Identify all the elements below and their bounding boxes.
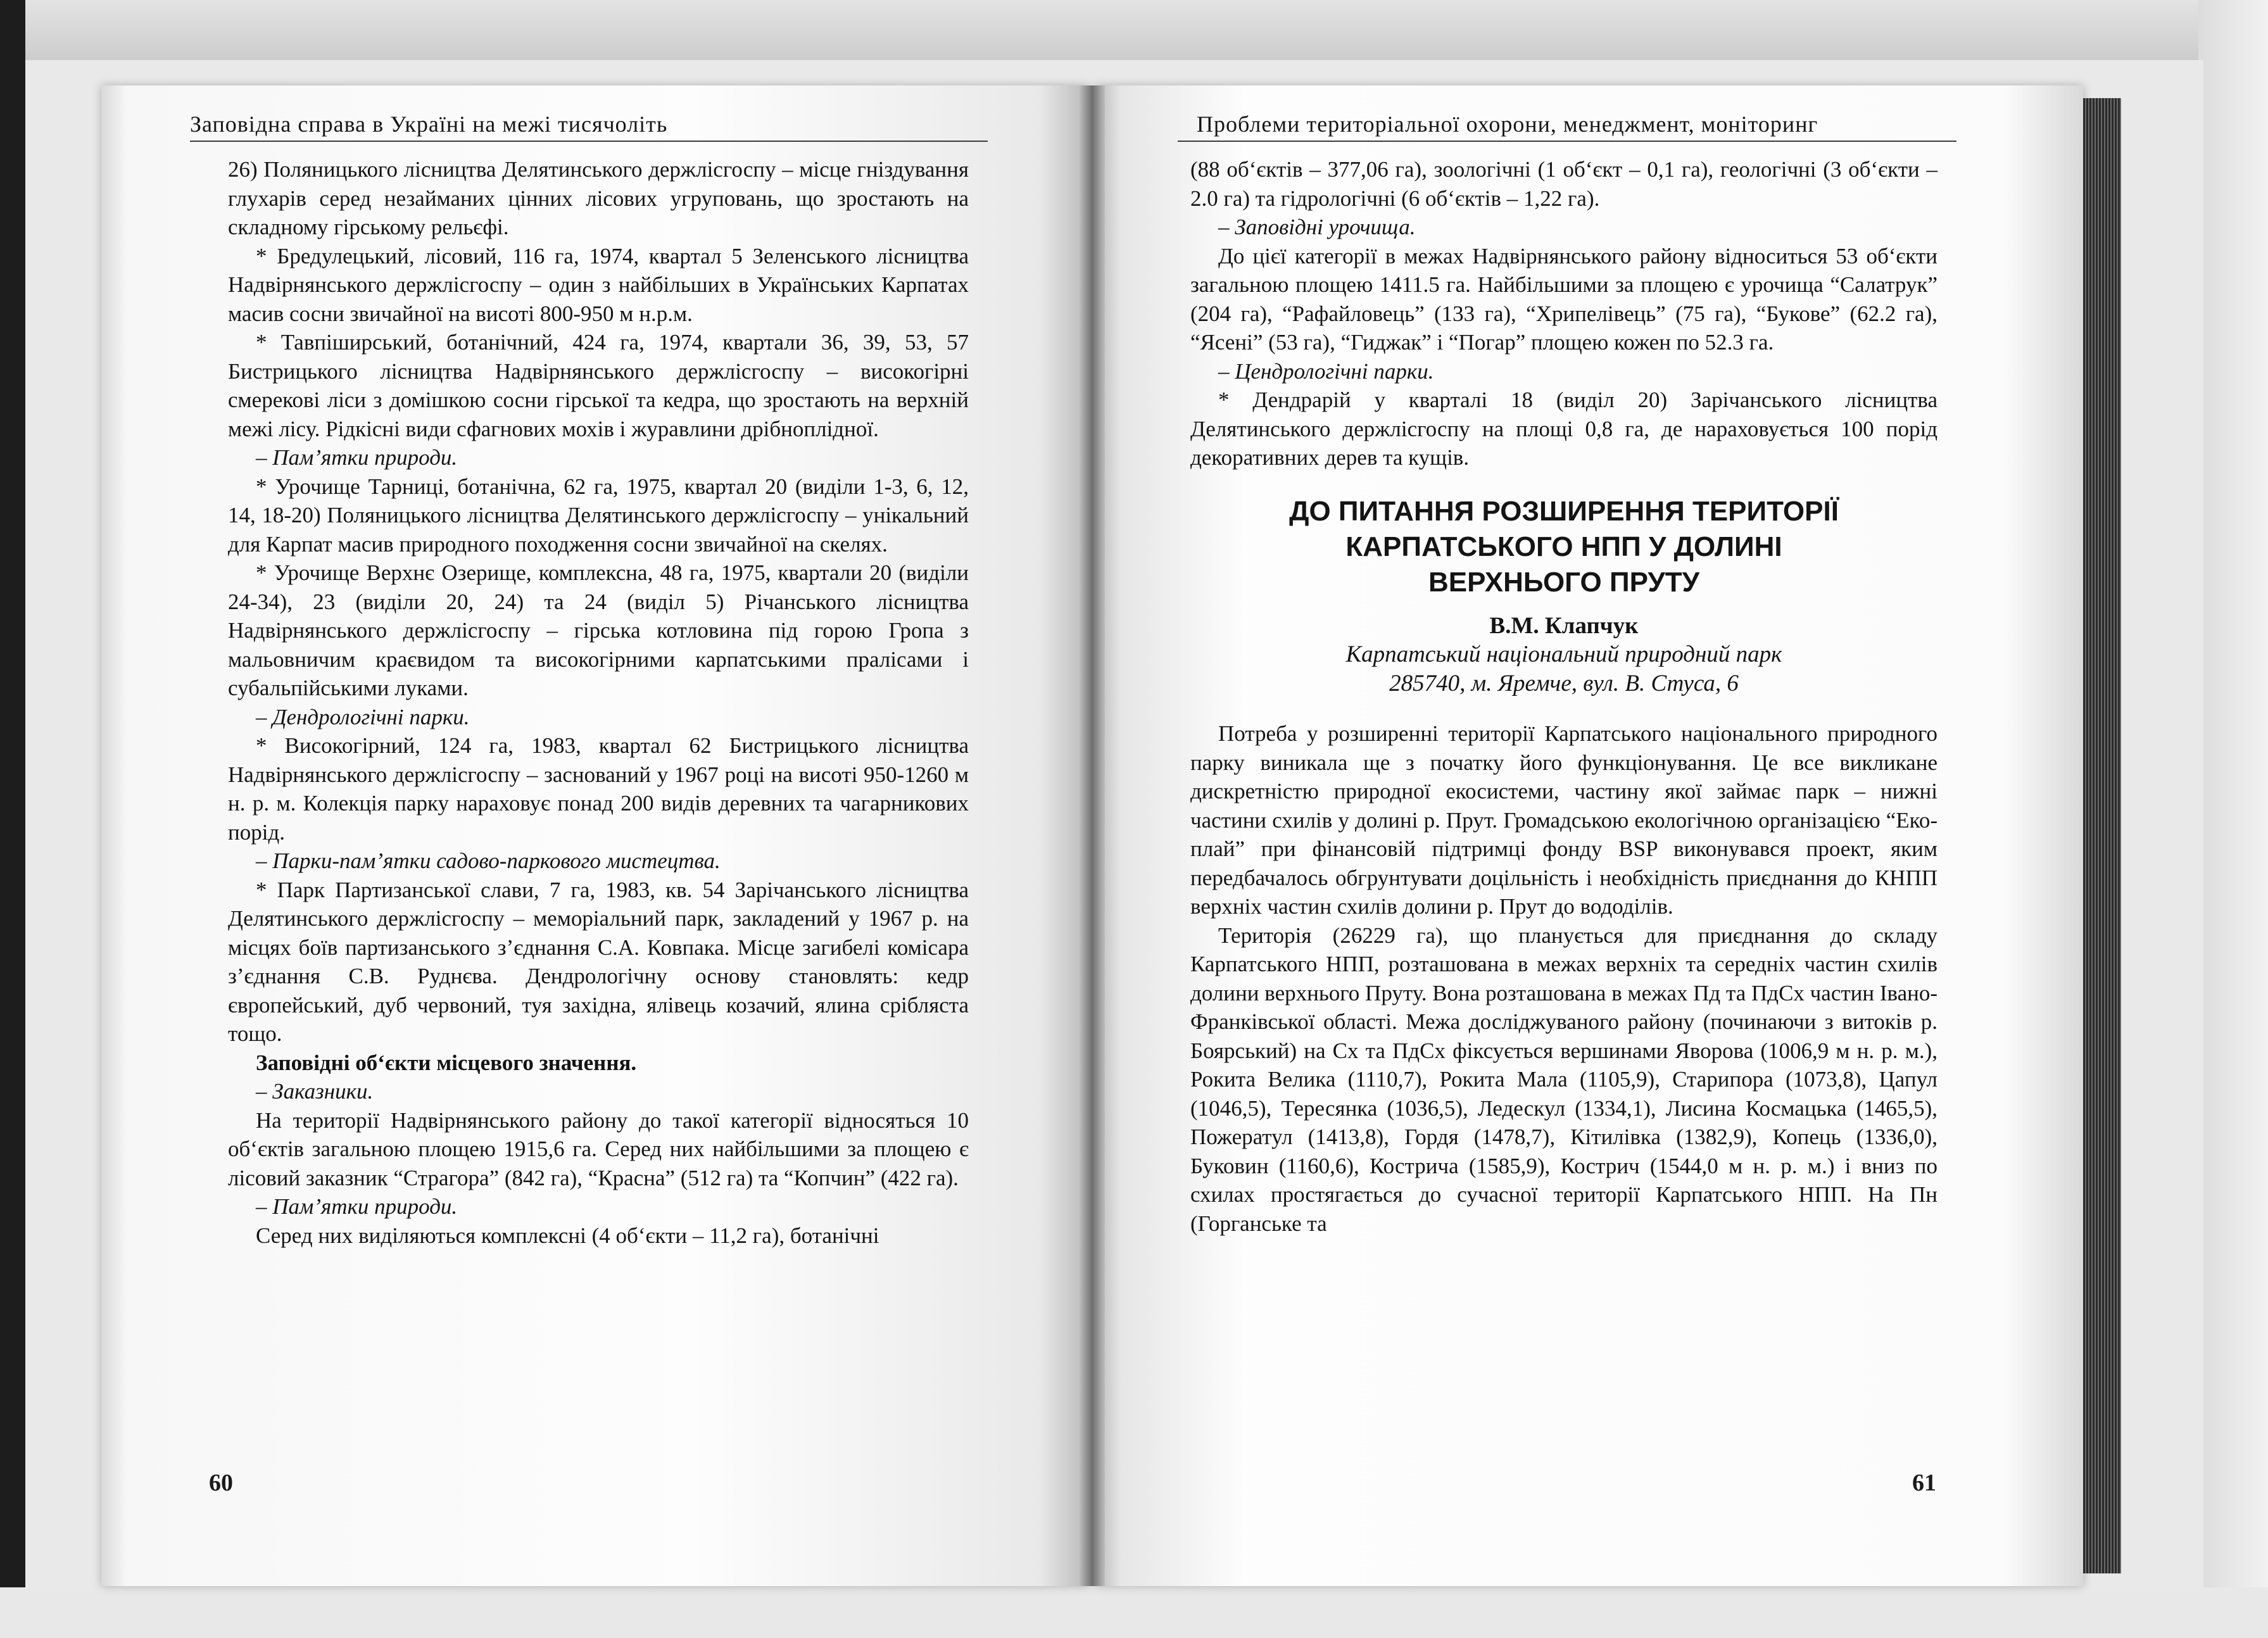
left-paragraph: * Тавпіширський, ботанічний, 424 га, 1974, квартали 36, 39, 53, 57 Бистрицького лісництва Надвірнянського держлісгоспу – високогірні смерекові ліси з домішкою сосни гірської та кедра, що зростають на верхній межі лісу. Рідкісні види сфагнових мохів і журавлини дрібноплідної. (228, 330, 969, 441)
book-gutter (1080, 85, 1105, 1586)
right-paragraph: До цієї категорії в межах Надвірнянського району відноситься 53 об‘єкти загальною площею 1411.5 га. Найбільшими за площею є урочища “Салатрук” (204 га), “Рафайловець” (133 га), “Хрипелівець” (75 га), “Букове” (62.2 га), “Ясені” (53 га), “Гиджак” і “Погар” площею кожен по 52.3 га. (1190, 243, 1937, 355)
left-paragraph: Серед них виділяються комплексні (4 об‘єкти – 11,2 га), ботанічні (256, 1223, 879, 1248)
left-subheading: – Дендрологічні парки. (256, 704, 470, 729)
left-subheading: – Пам’ятки природи. (256, 1194, 458, 1219)
article-title-line: ДО ПИТАННЯ РОЗШИРЕННЯ ТЕРИТОРІЇ (1289, 495, 1839, 527)
right-paragraph: * Дендрарій у кварталі 18 (виділ 20) Зарічанського лісництва Делятинського держлісгоспу на площі 0,8 га, де нараховується 100 порід декоративних дерев та кущів. (1190, 387, 1937, 470)
article-title-line: КАРПАТСЬКОГО НПП У ДОЛИНІ (1345, 531, 1782, 562)
left-running-head: Заповідна справа в Україні на межі тисячоліть (190, 111, 668, 137)
spacer (1190, 698, 1937, 719)
left-page-number: 60 (209, 1470, 233, 1496)
article-paragraph: Потреба у розширенні території Карпатського національного природного парку виникала ще з початку його функціонування. Це все викликане дискретністю природної екосистеми, частину якої займає парк – нижні частини схилів у долині р. Прут. Громадською екологічною організацією “Еко-плай” при фінансовій підтримці фонду BSP виконувався проект, яким передбачалось обгрунтувати доцільність і необхідність приєднання до КНПП верхніх частин схилів долини р. Прут до вододілів. (1190, 721, 1937, 919)
article-affiliation: Карпатський національний природний парк (1345, 641, 1782, 667)
right-head-rule (1178, 141, 1956, 142)
right-page-number: 61 (1912, 1470, 1936, 1496)
left-paragraph: * Урочище Тарниці, ботанічна, 62 га, 1975, квартал 20 (виділи 1-3, 6, 12, 14, 18-20) Поляницького лісництва Делятинського держлісгоспу – унікальний для Карпат масив природного походження сосни звичайної на скелях. (228, 474, 969, 557)
article-title (1190, 494, 1937, 600)
spacer (1190, 472, 1937, 494)
left-head-rule (190, 141, 988, 142)
left-paragraph: * Високогірний, 124 га, 1983, квартал 62 Бистрицького лісництва Надвірнянського держлісгоспу – заснований у 1967 році на висоті 950-1260 м н. р. м. Колекція парку нараховує понад 200 видів деревних та чагарникових порід. (228, 733, 969, 845)
article-author: В.М. Клапчук (1489, 612, 1639, 639)
left-paragraph: * Урочище Верхнє Озерище, комплексна, 48 га, 1975, квартали 20 (виділи 24-34), 23 (виділи 20, 24) та 24 (виділ 5) Річанського лісництва Надвірнянського держлісгоспу – гірська котловина під горою Гропа з мальовничим краєвидом та високогірними карпатськими пралісами і субальпійськими луками. (228, 560, 969, 700)
article-address: 285740, м. Яремче, вул. В. Стуса, 6 (1389, 670, 1739, 696)
left-paragraph: * Парк Партизанської слави, 7 га, 1983, кв. 54 Зарічанського лісництва Делятинського держлісгоспу – меморіальний парк, закладений у 1967 р. на місцях боїв партизанського з’єднання С.А. Ковпака. Місце загибелі комісара з’єднання С.В. Руднєва. Дендрологічну основу становлять: кедр європейський, дуб червоний, туя західна, ялівець козачий, ялина срібляста тощо. (228, 877, 969, 1046)
left-paragraph: * Бредулецький, лісовий, 116 га, 1974, квартал 5 Зеленського лісництва Надвірнянського держлісгоспу – один з найбільших в Українських Карпатах масив сосни звичайної на висоті 800-950 м н.р.м. (228, 243, 969, 326)
right-running-head: Проблеми територіальної охорони, менеджмент, моніторинг (1197, 111, 1818, 137)
right-subheading: – Цендрологічні парки. (1218, 358, 1434, 384)
article-paragraph: Територія (26229 га), що планується для приєднання до складу Карпатського НПП, розташована в межах верхніх та середніх частин схилів долини верхнього Пруту. Вона розташована в межах Пд та ПдСх частин Івано-Франківської області. Межа досліджуваного району (починаючи з витоків р. Боярський) на Сх та ПдСх фіксується вершинами Яворова (1006,9 м н. р. м.), Рокита Велика (1110,7), Рокита Мала (1105,9), Старипора (1073,8), Цапул (1046,5), Тересянка (1036,5), Ледескул (1334,1), Лисина Космацька (1465,5), Пожератул (1413,8), Гордя (1478,7), Кітилівка (1382,9), Копець (1336,0), Буковин (1160,6), Кострича (1585,9), Кострич (1544,0 м н. р. м.) і вниз по схилах простягається до сучасної території Карпатського НПП. На Пн (Горганське та (1190, 923, 1937, 1236)
left-subheading: – Пам’ятки природи. (256, 445, 458, 470)
left-section-heading: Заповідні об‘єкти місцевого значення. (256, 1050, 637, 1075)
article-title-line: ВЕРХНЬОГО ПРУТУ (1428, 566, 1699, 598)
left-paragraph: На території Надвірнянського району до такої категорії відносяться 10 об‘єктів загальною площею 1915,6 га. Серед них найбільшими за площею є лісовий заказник “Страгора” (842 га), “Красна” (512 га) та “Копчин” (422 га). (228, 1107, 969, 1190)
scanner-background-left (0, 0, 25, 1638)
right-subheading: – Заповідні урочища. (1218, 215, 1416, 239)
left-subheading: – Заказники. (256, 1079, 374, 1104)
right-paragraph: (88 об‘єктів – 377,06 га), зоологічні (1 об‘єкт – 0,1 га), геологічні (3 об‘єкти – 2.0 га) та гідрологічні (6 об‘єктів – 1,22 га). (1190, 157, 1937, 211)
right-page-text (1190, 155, 1937, 1238)
left-page-text (228, 155, 969, 1250)
left-subheading: – Парки-пам’ятки садово-паркового мистецтва. (256, 848, 721, 873)
left-paragraph: 26) Поляницького лісництва Делятинського держлісгоспу – місце гніздування глухарів серед незайманих цінних лісових угруповань, що зростають на складному гірському рельєфі. (228, 157, 969, 239)
scanner-background-right (2198, 0, 2268, 1638)
page-edges (2083, 98, 2121, 1573)
scanner-background-bottom (0, 1587, 2268, 1638)
scanner-background-top (0, 0, 2268, 70)
